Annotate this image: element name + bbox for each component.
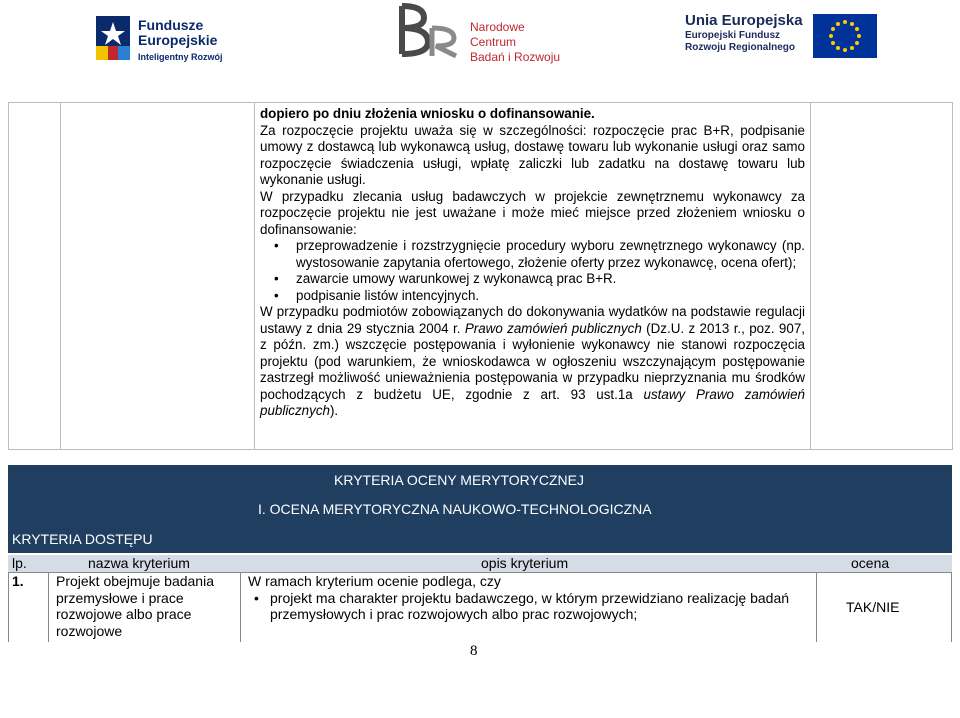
eu-line2: Europejski Fundusz xyxy=(685,30,781,41)
list-item: • przeprowadzenie i rozstrzygnięcie procedury wyboru zewnętrznego wykonawcy (np. wystosowanie zapytania ofertowego, złożenie oferty przez wykonawcę, ocena ofert); xyxy=(274,238,805,270)
row-border-right xyxy=(951,572,952,642)
bullet-icon: • xyxy=(274,287,279,303)
criteria-table-header xyxy=(8,555,952,572)
row-border-left xyxy=(8,572,9,642)
fundusze-europejskie-logo xyxy=(96,12,236,64)
upper-col-line-3 xyxy=(254,102,255,450)
fe-logo-text xyxy=(138,18,223,65)
upper-col-line-5 xyxy=(952,102,953,450)
eu-logo-text xyxy=(685,12,803,54)
bullet-icon: • xyxy=(274,271,279,286)
upper-bottom-border xyxy=(8,449,953,450)
fe-line3: Inteligentny Rozwój xyxy=(138,52,223,62)
col-header-name: nazwa kryterium xyxy=(88,555,190,571)
bullet-icon: • xyxy=(274,238,279,253)
ncbr-logo-text xyxy=(470,20,573,65)
upper-description-cell xyxy=(260,106,805,420)
list-item: • zawarcie umowy warunkowej z wykonawcą prac B+R. xyxy=(274,271,617,286)
list-item: • projekt ma charakter projektu badawczego, w którym przewidziano realizację badań przemysłowych i prac rozwojowych albo prac rozwojowych; xyxy=(254,589,790,622)
col-header-grade: ocena xyxy=(851,555,890,571)
ncbr-line2: Badań i Rozwoju xyxy=(470,50,561,64)
paragraph-submission: dopiero po dniu złożenia wniosku o dofinansowanie. xyxy=(260,106,595,121)
eu-line3: Rozwoju Regionalnego xyxy=(685,42,795,53)
criteria-main-band xyxy=(8,465,952,495)
row-lp: 1. xyxy=(12,573,24,589)
eu-line1: Unia Europejska xyxy=(685,12,803,29)
row-col-line-3 xyxy=(816,572,817,642)
upper-col-line-1 xyxy=(8,102,9,450)
desc-intro: W ramach kryterium ocenie podlega, czy xyxy=(248,573,501,589)
list-item: • podpisanie listów intencyjnych. xyxy=(274,287,480,303)
ncbr-br-icon xyxy=(398,2,462,58)
header-logos xyxy=(0,0,960,70)
eu-flag-icon xyxy=(813,14,877,58)
page-number: 8 xyxy=(470,643,478,659)
paragraph-project-start: Za rozpoczęcie projektu uważa się w szczególności: rozpoczęcie prac B+R, podpisanie umowy z dostawcą lub wykonawcą usług, dostawę towaru lub wykonanie usługi oraz samo rozpoczęcie świadczenia usługi, wpłatę zaliczki lub zadatku na dostawę towaru lub wykonanie usługi. xyxy=(260,122,805,187)
ncbr-logo xyxy=(398,2,573,64)
section-title-sub: I. OCENA MERYTORYCZNA NAUKOWO-TECHNOLOGICZNA xyxy=(258,501,652,517)
law-title: Prawo zamówień publicznych xyxy=(464,320,642,336)
law-title-2: ustawy Prawo zamówień publicznych xyxy=(260,386,805,418)
upper-col-line-2 xyxy=(60,102,61,450)
exceptions-list xyxy=(260,238,805,304)
col-header-lp: lp. xyxy=(12,555,27,571)
table-row xyxy=(8,572,952,642)
section-title-access: KRYTERIA DOSTĘPU xyxy=(12,531,153,547)
fe-line1: Fundusze xyxy=(138,17,204,33)
eu-logo xyxy=(685,12,885,62)
row-criterion-name: Projekt obejmuje badania przemysłowe i prace rozwojowe albo prace rozwojowe xyxy=(56,573,214,639)
row-col-line-1 xyxy=(48,572,49,642)
access-criteria-band xyxy=(8,523,952,553)
criteria-sub-band xyxy=(8,495,952,523)
upper-top-border xyxy=(8,102,953,103)
section-title-main: KRYTERIA OCENY MERYTORYCZNEJ xyxy=(334,472,584,488)
fe-star-icon xyxy=(96,16,130,60)
upper-table xyxy=(8,102,953,450)
upper-col-line-4 xyxy=(810,102,811,450)
bullet-icon: • xyxy=(254,589,259,606)
paragraph-external-services: W przypadku zlecania usług badawczych w projekcie zewnętrznemu wykonawcy za rozpoczęcie projektu nie jest uważane i może mieć miejsce przed złożeniem wniosku o dofinansowanie: xyxy=(260,188,805,237)
col-header-desc: opis kryterium xyxy=(481,555,569,571)
paragraph-public-procurement: W przypadku podmiotów zobowiązanych do dokonywania wydatków na podstawie regulacji ustawy z dnia 29 stycznia 2004 r. Prawo zamówień publicznych (Dz.U. z 2013 r., poz. 907, z późn. zm.) wszczęcie postępowania i wyłonienie wykonawcy nie stanowi rozpoczęcia projektu (pod warunkiem, że wnioskodawca w ogłoszeniu wszczynającym postępowanie zastrzegł możliwość unieważnienia postępowania w przypadku nieprzyznania mu środków pochodzących z budżetu UE, zgodnie z art. 93 ust.1a ustawy Prawo zamówień publicznych). xyxy=(260,304,805,418)
ncbr-line1: Narodowe Centrum xyxy=(470,20,525,49)
row-criterion-desc xyxy=(248,573,808,623)
row-grade: TAK/NIE xyxy=(846,599,900,615)
row-col-line-2 xyxy=(240,572,241,642)
fe-line2: Europejskie xyxy=(138,32,218,48)
